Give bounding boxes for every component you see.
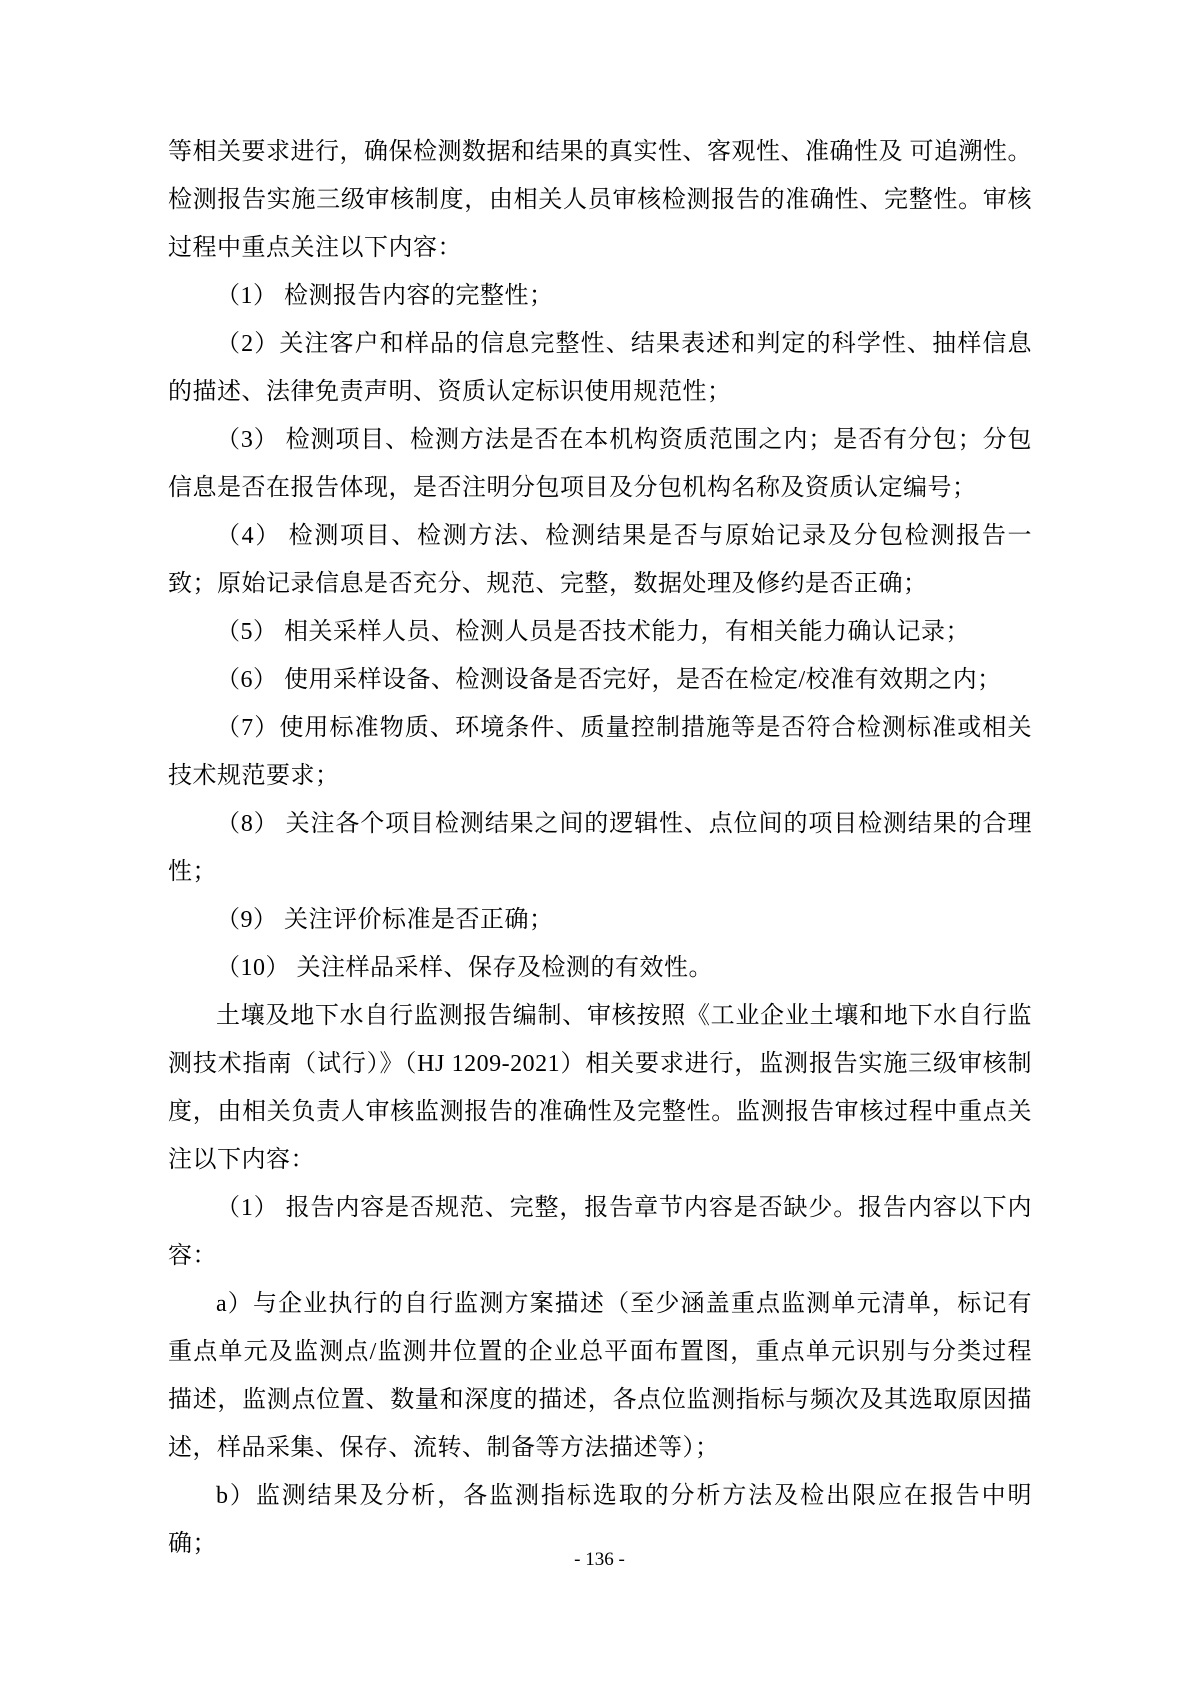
- list-item-6: （6） 使用采样设备、检测设备是否完好，是否在检定/校准有效期之内；: [216, 667, 1002, 693]
- list-item-4: （4） 检测项目、检测方法、检测结果是否与原始记录及分包检测报告一致；原始记录信息是否充分、规范、完整，数据处理及修约是否正确；: [168, 523, 1032, 597]
- list-item-b: b）监测结果及分析，各监测指标选取的分析方法及检出限应在报告中明确；: [168, 1483, 1032, 1557]
- list-item-3: （3） 检测项目、检测方法是否在本机构资质范围之内；是否有分包；分包信息是否在报告体现，是否注明分包项目及分包机构名称及资质认定编号；: [168, 427, 1032, 501]
- list-item-9: （9） 关注评价标准是否正确；: [216, 907, 554, 933]
- page-number: - 136 -: [574, 1549, 625, 1570]
- list-item-5: （5） 相关采样人员、检测人员是否技术能力，有相关能力确认记录；: [216, 619, 970, 645]
- list-item-1: （1） 检测报告内容的完整性；: [216, 283, 554, 309]
- list-item-a: a）与企业执行的自行监测方案描述（至少涵盖重点监测单元清单，标记有重点单元及监测点/监测井位置的企业总平面布置图，重点单元识别与分类过程描述，监测点位置、数量和深度的描述，各点位监测指标与频次及其选取原因描述，样品采集、保存、流转、制备等方法描述等）；: [168, 1291, 1032, 1461]
- document-body: [168, 128, 1032, 1568]
- list-item-10: （10） 关注样品采样、保存及检测的有效性。: [216, 955, 713, 981]
- list-item-report-content: （1） 报告内容是否规范、完整，报告章节内容是否缺少。报告内容以下内容：: [168, 1195, 1032, 1269]
- paragraph-soil-groundwater: 土壤及地下水自行监测报告编制、审核按照《工业企业土壤和地下水自行监测技术指南（试行）》（HJ 1209-2021）相关要求进行，监测报告实施三级审核制度，由相关负责人审核监测报告的准确性及完整性。监测报告审核过程中重点关注以下内容：: [168, 1003, 1032, 1173]
- list-item-2: （2）关注客户和样品的信息完整性、结果表述和判定的科学性、抽样信息 的描述、法律免责声明、资质认定标识使用规范性；: [168, 331, 1032, 405]
- list-item-8: （8） 关注各个项目检测结果之间的逻辑性、点位间的项目检测结果的合理性；: [168, 811, 1032, 885]
- paragraph-continuation: 等相关要求进行，确保检测数据和结果的真实性、客观性、准确性及 可追溯性。检测报告实施三级审核制度，由相关人员审核检测报告的准确性、完整性。审核过程中重点关注以下内容：: [168, 139, 1032, 261]
- list-item-7: （7）使用标准物质、环境条件、质量控制措施等是否符合检测标准或相关 技术规范要求；: [168, 715, 1032, 789]
